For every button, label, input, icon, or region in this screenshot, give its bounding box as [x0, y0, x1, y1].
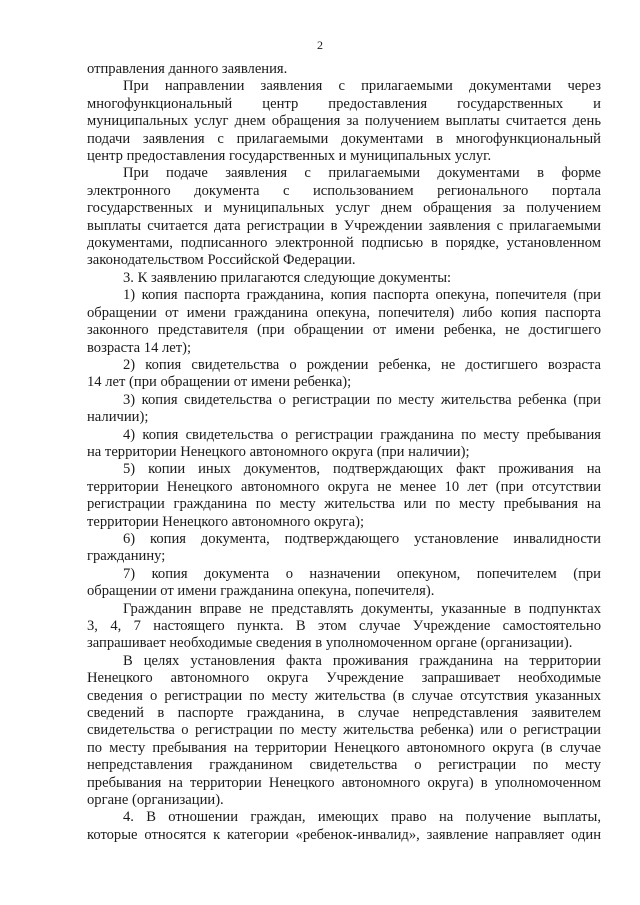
text-line: 4. В отношении граждан, имеющих право на получение выплаты,	[123, 809, 601, 826]
text-line: регистрации гражданина по месту жительства или по месту пребывания на	[87, 496, 601, 513]
text-line: обращении от имени гражданина опекуна, попечителя).	[87, 583, 435, 600]
text-line: наличии);	[87, 409, 149, 426]
text-line: При подаче заявления с прилагаемыми документами в форме	[123, 165, 601, 182]
text-line: В целях установления факта проживания гражданина на территории	[123, 652, 601, 669]
text-line: 4) копия свидетельства о регистрации гражданина по месту пребывания	[123, 426, 601, 443]
text-line: сведений в паспорте гражданина, в случае непредставления заявителем	[87, 705, 601, 722]
text-line: обращении от имени гражданина опекуна, попечителя) либо копия паспорта	[87, 304, 601, 321]
text-line: выплаты считается дата регистрации в Учреждении заявления с прилагаемыми	[87, 217, 601, 234]
text-line: документами, подписанного электронной подписью в порядке, установленном	[87, 235, 601, 252]
text-line: 6) копия документа, подтверждающего установление инвалидности	[123, 530, 601, 547]
text-line: 7) копия документа о назначении опекуном, попечителем (при	[123, 565, 601, 582]
text-line: 5) копии иных документов, подтверждающих факт проживания на	[123, 461, 601, 478]
text-line: территории Ненецкого автономного округа);	[87, 513, 365, 530]
text-line: многофункциональный центр предоставления государственных и	[87, 95, 601, 112]
text-line: 14 лет (при обращении от имени ребенка);	[87, 374, 352, 391]
text-line: При направлении заявления с прилагаемыми документами через	[123, 78, 601, 95]
text-line: свидетельства о регистрации по месту жительства ребенка) или о регистрации	[87, 722, 601, 739]
text-line: пребывания на территории Ненецкого автономного округа) в уполномоченном	[87, 774, 601, 791]
text-line: территории Ненецкого автономного округа не менее 10 лет (при отсутствии	[87, 478, 601, 495]
text-line: центр предоставления государственных и муниципальных услуг.	[87, 148, 492, 165]
text-line: 2) копия свидетельства о рождении ребенка, не достигшего возраста	[123, 356, 601, 373]
text-line: 3. К заявлению прилагаются следующие документы:	[123, 269, 452, 286]
text-line: отправления данного заявления.	[87, 61, 288, 77]
text-line: которые относятся к категории «ребенок-инвалид», заявление направляет один	[87, 826, 601, 843]
text-line: 3, 4, 7 настоящего пункта. В этом случае Учреждение самостоятельно	[87, 618, 601, 634]
text-line: Гражданин вправе не представлять документы, указанные в подпунктах	[123, 600, 601, 617]
text-line: возраста 14 лет);	[87, 339, 192, 356]
text-line: законного представителя (при обращении от имени ребенка, не достигшего	[87, 322, 601, 339]
text-line: сведения о регистрации по месту жительства (в случае отсутствия указанных	[87, 687, 601, 704]
text-line: 3) копия свидетельства о регистрации по месту жительства ребенка (при	[123, 391, 601, 408]
text-line: законодательством Российской Федерации.	[87, 252, 356, 269]
page-number: 2	[317, 38, 323, 52]
text-line: непредставления гражданином свидетельства о регистрации по месту	[87, 757, 601, 774]
text-line: запрашивает необходимые сведения в уполномоченном органе (организации).	[87, 635, 573, 652]
text-line: электронного документа с использованием регионального портала	[87, 182, 601, 199]
text-line: муниципальных услуг днем обращения за получением выплаты считается день	[87, 113, 601, 130]
text-line: Ненецкого автономного округа Учреждение запрашивает необходимые	[87, 670, 601, 687]
text-line: государственных и муниципальных услуг днем обращения за получением	[87, 200, 601, 217]
text-line: подачи заявления с прилагаемыми документами в многофункциональный	[87, 130, 601, 147]
text-line: по месту пребывания на территории Ненецкого автономного округа (в случае	[87, 739, 601, 756]
text-line: 1) копия паспорта гражданина, копия паспорта опекуна, попечителя (при	[123, 287, 601, 304]
text-line: на территории Ненецкого автономного округа (при наличии);	[87, 443, 470, 460]
document-body	[87, 61, 601, 844]
text-line: органе (организации).	[87, 792, 224, 809]
text-line: гражданину;	[87, 548, 166, 565]
